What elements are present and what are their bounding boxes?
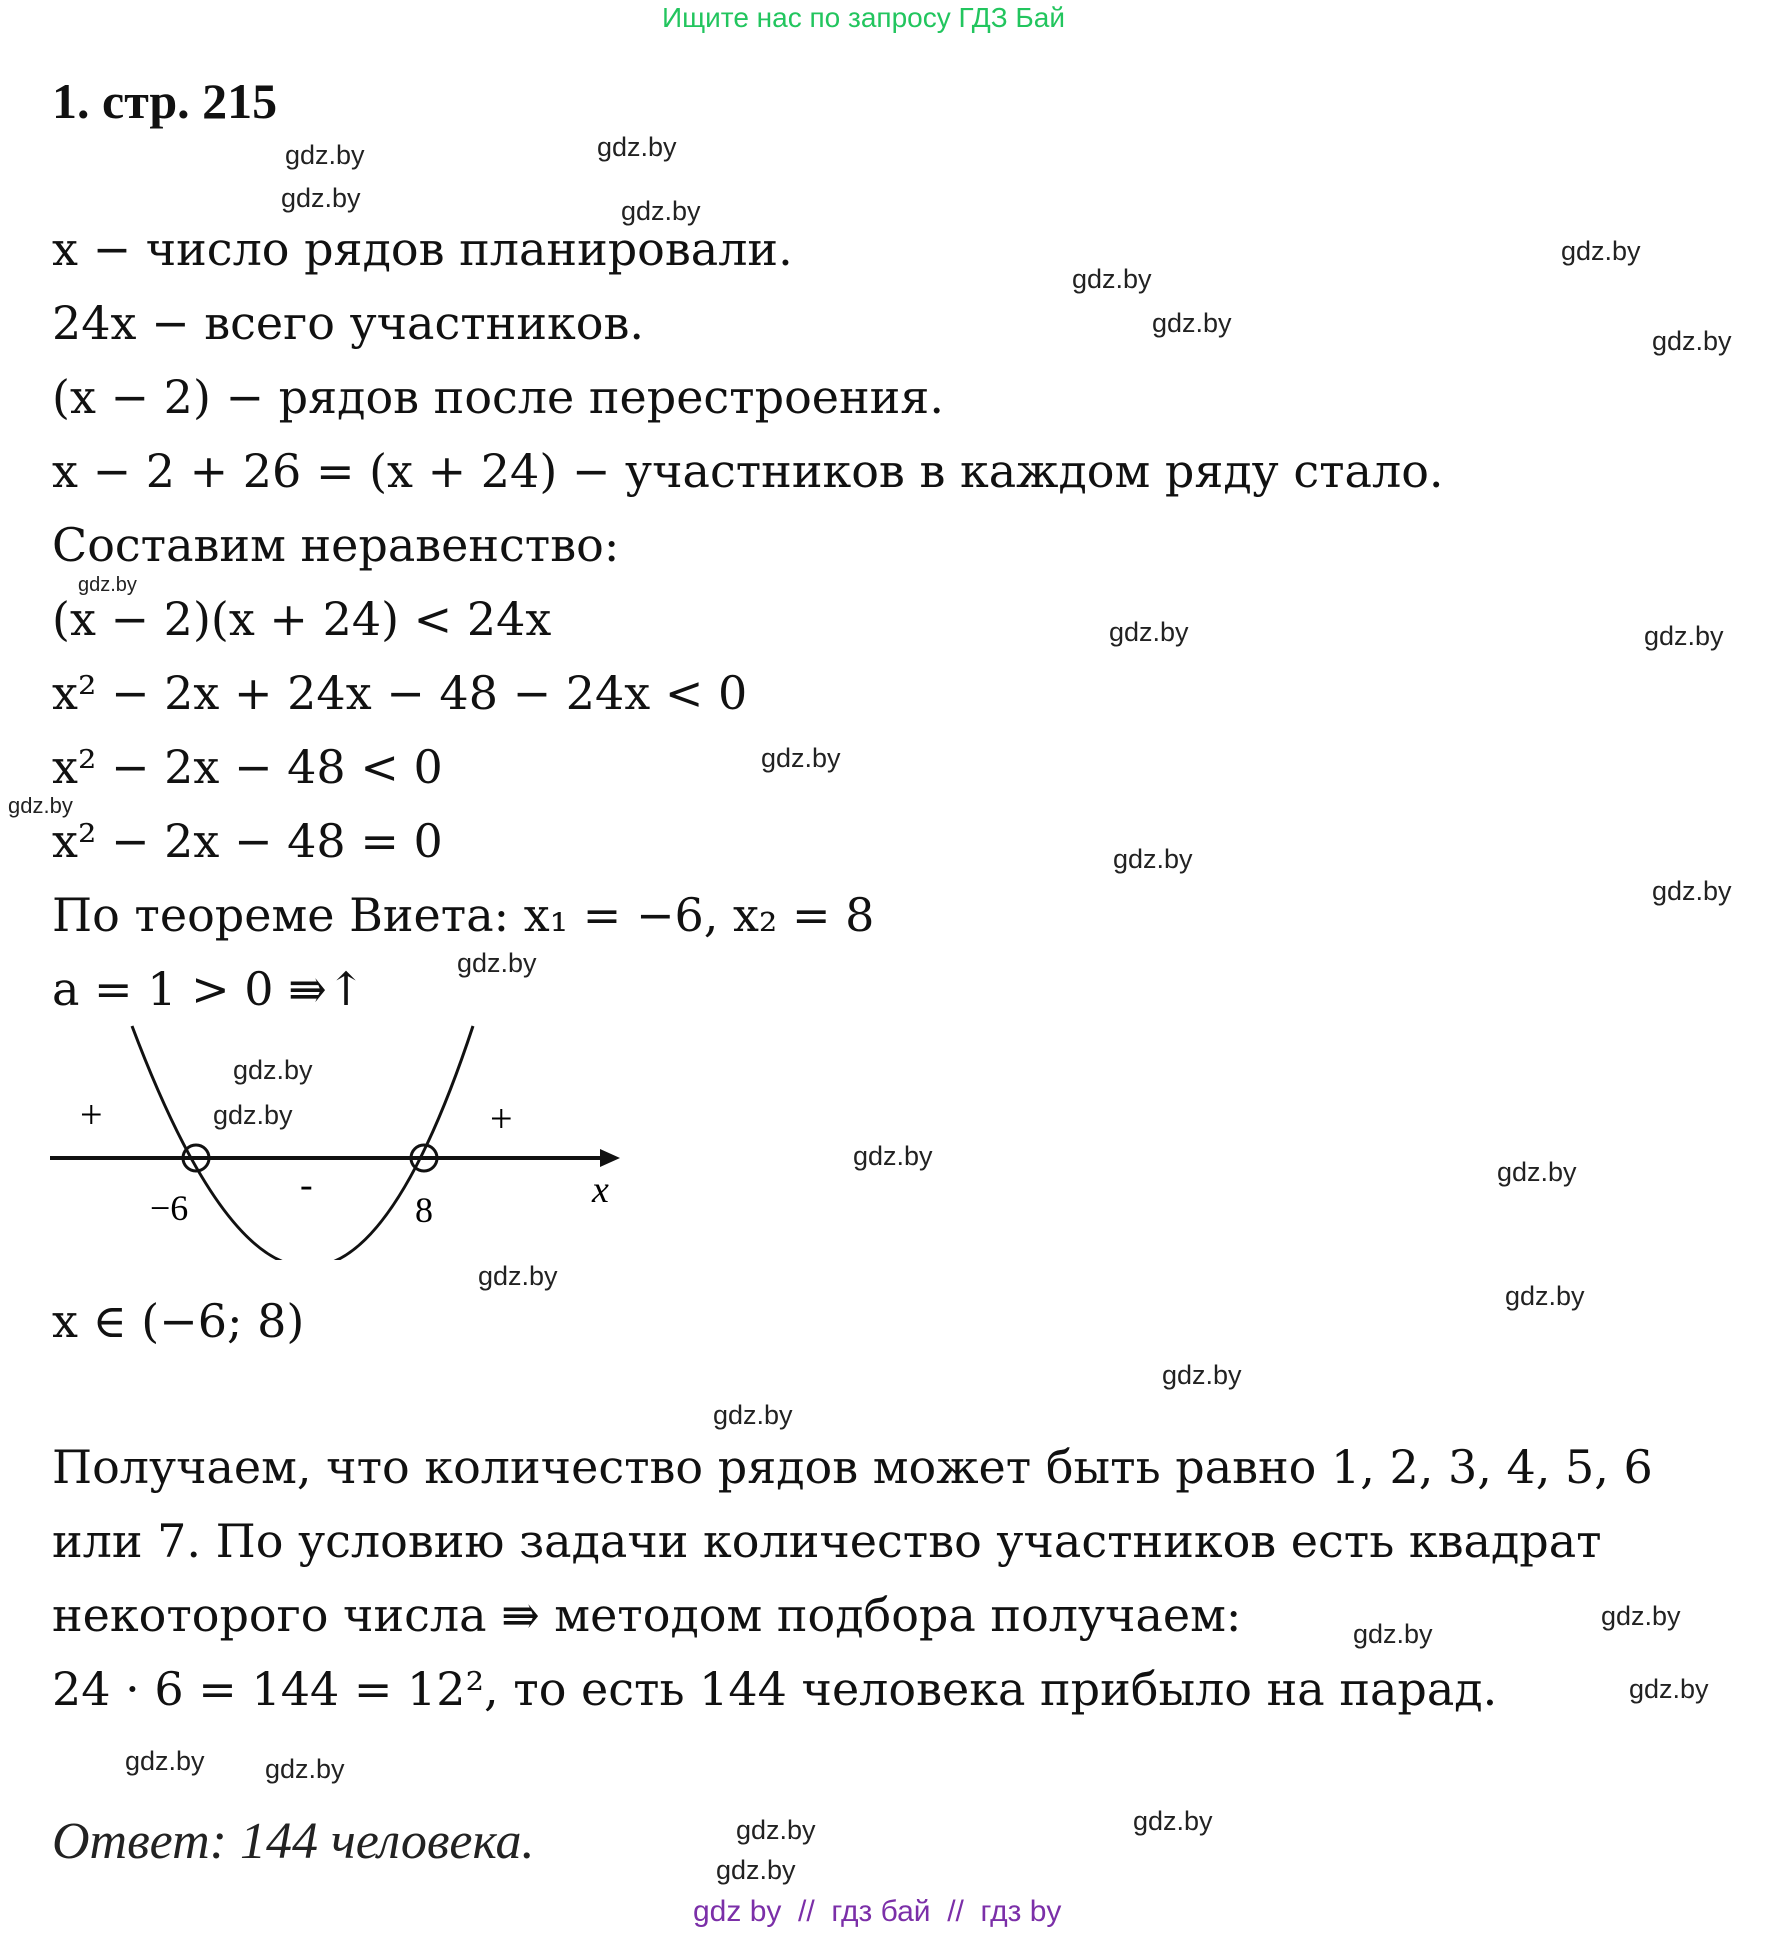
axis-label: x [592, 1169, 609, 1211]
watermark: gdz.by [281, 183, 361, 213]
watermark: gdz.by [761, 743, 841, 773]
solution-line-9: x² − 2x − 48 = 0 [52, 814, 443, 868]
watermark: gdz.by [1072, 264, 1152, 294]
watermark: gdz.by [736, 1815, 816, 1845]
watermark: gdz.by [8, 793, 73, 818]
solution-line-10: По теореме Виета: x₁ = −6, x₂ = 8 [52, 888, 875, 942]
answer: Ответ: 144 человека. [52, 1813, 535, 1870]
sign-plus-left: + [80, 1092, 103, 1137]
watermark: gdz.by [1133, 1806, 1213, 1836]
watermark: gdz.by [265, 1754, 345, 1784]
search-banner: Ищите нас по запросу ГДЗ Бай [662, 2, 1066, 33]
watermark: gdz.by [125, 1746, 205, 1776]
watermark: gdz.by [716, 1855, 796, 1885]
watermark: gdz.by [1652, 876, 1732, 906]
watermark: gdz.by [233, 1055, 313, 1085]
watermark: gdz.by [78, 574, 137, 596]
solution-line-5: Составим неравенство: [52, 518, 620, 572]
watermark: gdz.by [853, 1141, 933, 1171]
conclusion-line-4: 24 · 6 = 144 = 12², то есть 144 человека прибыло на парад. [52, 1662, 1498, 1716]
root-label-left: −6 [150, 1188, 189, 1228]
page-title: 1. стр. 215 [52, 73, 278, 129]
watermark: gdz.by [457, 948, 537, 978]
solution-line-3: (x − 2) − рядов после перестроения. [52, 370, 944, 424]
watermark: gdz.by [621, 196, 701, 226]
parabola-sign-diagram [45, 1020, 625, 1260]
watermark: gdz.by [1644, 621, 1724, 651]
watermark: gdz.by [1652, 326, 1732, 356]
watermark: gdz.by [1113, 844, 1193, 874]
watermark: gdz.by [713, 1400, 793, 1430]
watermark: gdz.by [1629, 1674, 1709, 1704]
watermark: gdz.by [1601, 1601, 1681, 1631]
solution-line-8: x² − 2x − 48 < 0 [52, 740, 443, 794]
footer-links: gdz by // гдз бай // гдз by [693, 1895, 1062, 1928]
watermark: gdz.by [1162, 1360, 1242, 1390]
watermark: gdz.by [1353, 1619, 1433, 1649]
solution-line-1: x − число рядов планировали. [52, 222, 793, 276]
conclusion-line-3: некоторого числа ⇛ методом подбора получаем: [52, 1588, 1242, 1642]
sign-plus-right: + [490, 1096, 513, 1141]
watermark: gdz.by [285, 140, 365, 170]
solution-line-11: a = 1 > 0 ⇛↑ [52, 962, 366, 1016]
solution-line-6: (x − 2)(x + 24) < 24x [52, 592, 552, 646]
watermark: gdz.by [1561, 236, 1641, 266]
conclusion-line-1: Получаем, что количество рядов может быть равно 1, 2, 3, 4, 5, 6 [52, 1440, 1653, 1494]
solution-set: x ∈ (−6; 8) [52, 1294, 305, 1348]
watermark: gdz.by [1152, 308, 1232, 338]
solution-line-4: x − 2 + 26 = (x + 24) − участников в каждом ряду стало. [52, 444, 1444, 498]
watermark: gdz.by [1109, 617, 1189, 647]
watermark: gdz.by [1497, 1157, 1577, 1187]
solution-line-7: x² − 2x + 24x − 48 − 24x < 0 [52, 666, 748, 720]
conclusion-line-2: или 7. По условию задачи количество участников есть квадрат [52, 1514, 1602, 1568]
sign-minus: - [300, 1164, 313, 1206]
root-label-right: 8 [415, 1190, 433, 1230]
watermark: gdz.by [597, 132, 677, 162]
watermark: gdz.by [213, 1100, 293, 1130]
watermark: gdz.by [478, 1261, 558, 1291]
watermark: gdz.by [1505, 1281, 1585, 1311]
axis-arrow-icon [600, 1149, 620, 1167]
solution-line-2: 24x − всего участников. [52, 296, 644, 350]
